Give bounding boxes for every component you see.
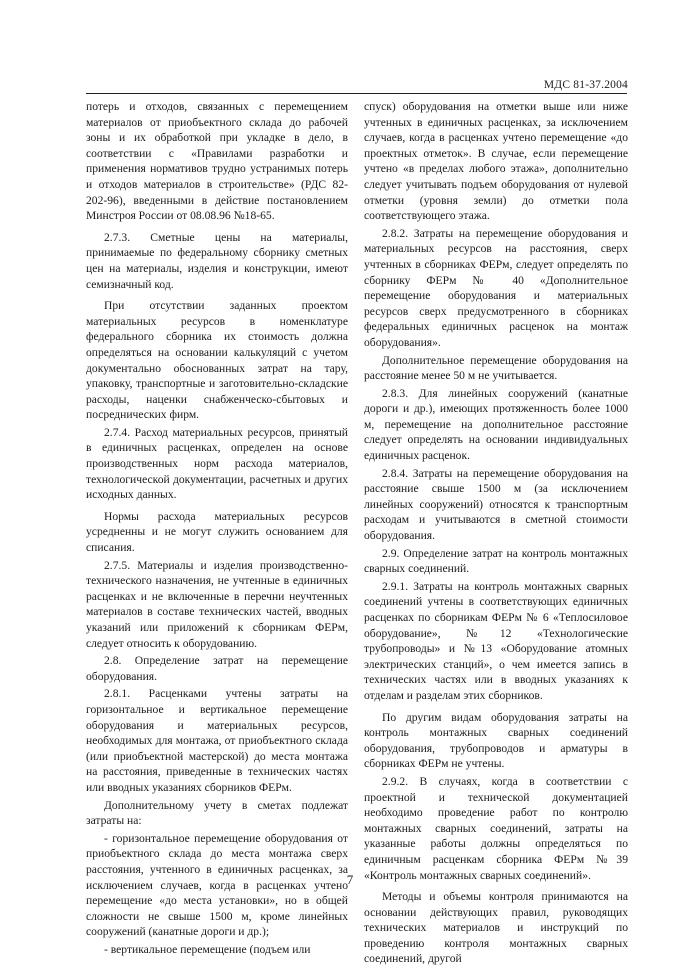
paragraph: 2.7.3. Сметные цены на материалы, принимаемые по федеральному сборнику сметных цен на материалы, изделия и конструкции, имеют семизначный код. — [86, 230, 348, 291]
paragraph: 2.9.2. В случаях, когда в соответствии с проектной и технической документацией необходимо проведение работ по контролю монтажных сварных соединений, затраты на указанные работы должны определяться по единичным расценкам сборника ФЕРм №39 «Контроль монтажных сварных соединений». — [364, 774, 628, 882]
paragraph: Нормы расхода материальных ресурсов усредненны и не могут служить основанием для списания. — [86, 509, 348, 555]
paragraph: 2.8.4. Затраты на перемещение оборудования на расстояние свыше 1500 м (за исключением линейных сооружений) относятся к транспортным расходам и учитываются в сметной стоимости оборудования. — [364, 466, 628, 543]
right-text-column — [364, 99, 628, 969]
list-item: - вертикальное перемещение (подъем или — [104, 942, 311, 956]
paragraph: По другим видам оборудования затраты на контроль монтажных сварных соединений оборудования, трубопроводов и арматуры в сборниках ФЕРм не учтены. — [364, 710, 628, 771]
document-code: МДС 81-37.2004 — [543, 79, 628, 91]
section-heading-2-8: 2.8. Определение затрат на перемещение оборудования. — [86, 654, 348, 683]
paragraph: 2.7.4. Расход материальных ресурсов, принятый в единичных расценках, определен на основе производственных норм расхода материалов, технологической документации, расчетных и других исходных данных. — [86, 425, 348, 502]
paragraph: Дополнительному учету в сметах подлежат затраты на: — [86, 798, 348, 828]
paragraph: 2.9.1. Затраты на контроль монтажных сварных соединений учтены в соответствующих единичных расценках по сборникам ФЕРм № 6 «Теплосиловое оборудование», №12 «Технологические трубопроводы» и №13 «Оборудование атомных электрических станций», о чем имеется запись в технических частях или в вводных указаниях к отделам и разделам этих сборников. — [364, 579, 628, 702]
paragraph: 2.8.1. Расценками учтены затраты на горизонтальное и вертикальное перемещение оборудования и материальных ресурсов, необходимых для монтажа, от приобъектного склада (или приобъектной мастерской) до места монтажа на расстояния, приведенные в технических частях или вводных указаниях сборников ФЕРм. — [86, 687, 348, 794]
paragraph: 2.7.5. Материалы и изделия производственно-технического назначения, не учтенные в единичных расценках и не включенные в перечни неучтенных материалов в составе технических частей, вводных указаний или приложений к сборникам ФЕРм, следует относить к оборудованию. — [86, 558, 348, 650]
paragraph: 2.8.2. Затраты на перемещение оборудования и материальных ресурсов на расстояния, сверх учтенных в сборниках ФЕРм, следует определять по сборнику ФЕРм № 40 «Дополнительное перемещение оборудования и материальных ресурсов сверх предусмотренного в сборниках федеральных единичных расценок на монтаж оборудования». — [364, 226, 628, 349]
left-text-column — [86, 99, 348, 959]
paragraph: Дополнительное перемещение оборудования на расстояние менее 50 м не учитывается. — [364, 353, 628, 383]
page-number: 7 — [346, 872, 354, 887]
paragraph: спуск) оборудования на отметки выше или ниже учтенных в единичных расценках, за исключением случаев, когда в расценках учтено перемещение «до проектных отметок». В случае, если перемещение учтено «в пределах любого этажа», дополнительно следует учитывать подъем оборудования от нулевой отметки (уровня земли) до отметки пола соответствующего этажа. — [364, 100, 628, 223]
paragraph: Методы и объемы контроля принимаются на основании действующих правил, руководящих технических материалов и инструкций по проведению контроля монтажных сварных соединений, другой — [364, 890, 628, 966]
list-item: - горизонтальное перемещение оборудования от приобъектного склада до места монтажа сверх расстояния, учтенного в единичных расценках, за исключением случаев, когда в расценках учтено перемещение «до места установки», но в общей сложности не свыше 1500 м, кроме линейных сооружений (канатные дороги и др.); — [86, 831, 348, 939]
paragraph: При отсутствии заданных проектом материальных ресурсов в номенклатуре федерального сборника их стоимость должна определяться на основании калькуляций с учетом документально обоснованных затрат на тару, упаковку, транспортные и заготовительно-складские расходы, наценки снабженческо-сбытовых и посреднических фирм. — [86, 299, 348, 422]
paragraph: потерь и отходов, связанных с перемещением материалов от приобъектного склада до рабочей зоны и их обработкой при укладке в дело, в соответствии с «Правилами разработки и применения нормативов трудно устранимых потерь и отходов материалов в строительстве» (РДС 82-202-96), введенными в действие постановлением Минстроя России от 08.08.96 №18-65. — [86, 100, 348, 223]
section-heading-2-9: 2.9. Определение затрат на контроль монтажных сварных соединений. — [364, 546, 628, 576]
paragraph: 2.8.3. Для линейных сооружений (канатные дороги и др.), имеющих протяженность более 1000 м, перемещение на дополнительное расстояние следует определять на основании индивидуальных единичных расценок. — [364, 386, 628, 463]
header-divider — [86, 93, 627, 94]
